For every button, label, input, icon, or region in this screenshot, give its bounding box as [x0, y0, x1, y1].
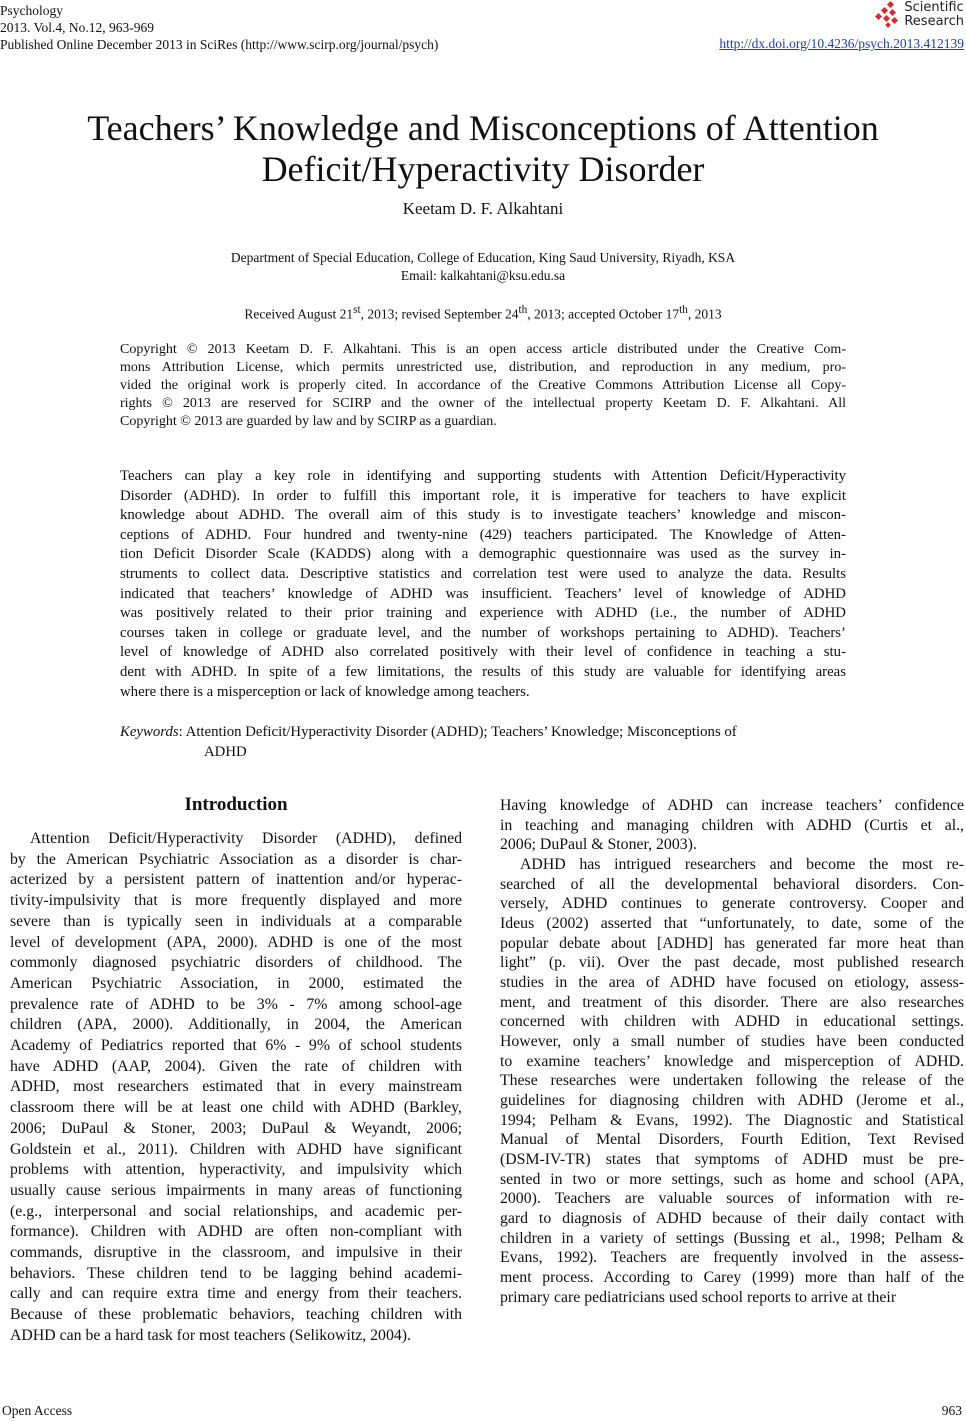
text-line: Because of these problematic behaviors, teaching children with [10, 1306, 462, 1324]
text-line: children in a variety of settings (Bussing et al., 1998; Pelham & [500, 1229, 964, 1247]
text-line: children (APA, 2000). Additionally, in 2004, the American [10, 1016, 462, 1034]
ordinal: st [353, 304, 361, 316]
text-line: knowledge about ADHD. The overall aim of this study is to investigate teachers’ knowledge and miscon- [120, 507, 846, 524]
text-line: (e.g., interpersonal and social relationships, and academic per- [10, 1202, 462, 1220]
affiliation-block [0, 249, 966, 285]
ordinal: th [518, 304, 528, 316]
left-column [10, 829, 462, 1347]
received-text: Received August 21 [244, 306, 354, 322]
text-line: studies in the area of ADHD have focused on etiology, assess- [500, 974, 964, 992]
logo-line-2: Research [904, 14, 964, 29]
paper-title [0, 108, 966, 190]
copyright-notice [120, 341, 846, 431]
diamond-dots-icon [870, 0, 900, 30]
text-line: ADHD can be a hard task for most teachers (Selikowitz, 2004). [10, 1326, 411, 1344]
text-line: sented in two or more settings, such as home and school (APA, [500, 1170, 964, 1188]
text-line: concerned with children with ADHD in educational settings. [500, 1013, 964, 1031]
right-column [500, 796, 964, 1307]
text-line: (DSM-IV-TR) states that symptoms of ADHD must be pre- [500, 1151, 964, 1169]
text-line: formance). Children with ADHD are often non-compliant with [10, 1223, 462, 1241]
text-line: Manual of Mental Disorders, Fourth Edition, Text Revised [500, 1131, 964, 1149]
journal-volume: 2013. Vol.4, No.12, 963-969 [0, 20, 155, 35]
text-line: popular debate about [ADHD] has generated far more heat than [500, 934, 964, 952]
section-heading: Introduction [184, 794, 288, 815]
ordinal: th [679, 304, 688, 316]
text-line: light” (p. vii). Over the past decade, most published research [500, 954, 964, 972]
text-line: Attention Deficit/Hyperactivity Disorder (ADHD), defined [30, 830, 462, 847]
journal-name: Psychology [0, 3, 64, 18]
text-line: primary care pediatricians used school reports to arrive at their [500, 1288, 897, 1306]
logo-line-1: Scientific [904, 0, 964, 15]
text-line: Disorder (ADHD). In order to fulfill this important role, it is imperative for teachers to have explicit [120, 487, 846, 504]
title-line-1: Teachers’ Knowledge and Misconceptions of Attention [87, 108, 879, 148]
text-line: prevalence rate of ADHD to be 3% - 7% among school-age [10, 995, 462, 1013]
text-line: 1994; Pelham & Evans, 1992). The Diagnostic and Statistical [500, 1111, 964, 1129]
revised-text: , 2013; revised September 24 [360, 306, 519, 322]
text-line: have ADHD (AAP, 2004). Given the rate of children with [10, 1057, 462, 1075]
keywords-list: : Attention Deficit/Hyperactivity Disorder (ADHD); Teachers’ Knowledge; Misconceptions of [178, 724, 737, 740]
text-line: severe than is typically seen in individuals at a comparable [10, 912, 462, 930]
page-number: 963 [941, 1403, 962, 1418]
text-line: Copyright © 2013 are guarded by law and by SCIRP as a guardian. [120, 414, 497, 429]
running-header [0, 2, 438, 53]
affiliation: Department of Special Education, College of Education, King Saud University, Riyadh, KSA [230, 250, 736, 265]
text-line: versely, ADHD continues to generate controversy. Cooper and [500, 895, 964, 913]
text-line: These researches were undertaken following the release of the [500, 1072, 964, 1090]
accepted-text: , 2013; accepted October 17 [527, 306, 680, 322]
doi-link[interactable]: http://dx.doi.org/10.4236/psych.2013.412139 [719, 36, 964, 51]
text-line: Evans, 1992). Teachers are frequently involved in the assess- [500, 1249, 964, 1267]
text-line: Ideus (2002) asserted that “unfortunately, to date, some of the [500, 915, 964, 933]
text-line: was positively related to their prior training and experience with ADHD (i.e., the number of ADHD [120, 605, 846, 622]
text-line: ADHD, most researchers estimated that in every mainstream [10, 1078, 462, 1096]
text-line: Having knowledge of ADHD can increase teachers’ confidence [500, 797, 964, 814]
text-line: ADHD has intrigued researchers and become the most re- [520, 856, 964, 874]
text-line: behaviors. These children tend to be lagging behind academi- [10, 1264, 462, 1282]
received-dates [0, 304, 966, 323]
text-line: American Psychiatric Association, in 2000, estimated the [10, 974, 462, 992]
publisher-logo [870, 0, 964, 30]
text-line: ment process. According to Carey (1999) more than half of the [500, 1269, 964, 1287]
keywords-label: Keywords [120, 724, 179, 740]
text-line: struments to collect data. Descriptive statistics and correlation test were used to analyze the data. Results [120, 565, 846, 582]
abstract [120, 467, 846, 702]
open-access-label: Open Access [2, 1403, 73, 1418]
text-line: vided the original work is properly cited. In accordance of the Creative Commons Attribution License all Copy- [120, 378, 846, 393]
text-line: in teaching and managing children with ADHD (Curtis et al., [500, 816, 964, 834]
text-line: to examine teachers’ knowledge and misperception of ADHD. [500, 1052, 964, 1070]
text-line: cally and can require extra time and energy from their teachers. [10, 1285, 462, 1303]
keywords [120, 722, 737, 762]
text-line: mons Attribution License, which permits unrestricted use, distribution, and reproduction in any medium, pro- [120, 360, 846, 375]
text-line: courses taken in college or graduate level, and the number of workshops pertaining to ADHD). Teachers’ [120, 624, 846, 641]
text-line: problems with attention, hyperactivity, and impulsivity which [10, 1161, 462, 1179]
published-online: Published Online December 2013 in SciRes (http://www.scirp.org/journal/psych) [0, 37, 439, 52]
text-line: tivity-impulsivity that is more frequently displayed and more [10, 892, 462, 910]
text-line: commonly diagnosed psychiatric disorders of childhood. The [10, 954, 462, 972]
text-line: acterized by a persistent pattern of inattention and/or hyperac- [10, 871, 462, 889]
text-line: usually cause serious impairments in many areas of functioning [10, 1181, 462, 1199]
text-line: by the American Psychiatric Association as a disorder is char- [10, 850, 462, 868]
text-line: classroom there will be at least one child with ADHD (Barkley, [10, 1099, 462, 1117]
text-line: Copyright © 2013 Keetam D. F. Alkahtani. This is an open access article distributed under the Creative Com- [120, 342, 846, 357]
text-line: 2006; DuPaul & Stoner, 2003; DuPaul & Weyandt, 2006; [10, 1119, 462, 1137]
text-line: level of development (APA, 2000). ADHD is one of the most [10, 933, 462, 951]
text-line: ceptions of ADHD. Four hundred and twenty-nine (429) teachers participated. The Knowledge of Atten- [120, 526, 846, 543]
year-text: , 2013 [687, 306, 722, 322]
keywords-list-cont: ADHD [204, 744, 247, 760]
text-line: searched of all the developmental behavioral disorders. Con- [500, 875, 964, 893]
text-line: Academy of Pediatrics reported that 6% - 9% of school students [10, 1037, 462, 1055]
text-line: level of knowledge of ADHD also correlated positively with their level of confidence in teaching a stu- [120, 644, 846, 661]
text-line: commands, disruptive in the classroom, and impulsive in their [10, 1244, 462, 1262]
text-line: 2006; DuPaul & Stoner, 2003). [500, 836, 697, 854]
text-line: 2000). Teachers are valuable sources of information with re- [500, 1190, 964, 1208]
text-line: ment, and treatment of this disorder. There are also researches [500, 993, 964, 1011]
text-line: indicated that teachers’ knowledge of ADHD was insufficient. Teachers’ level of knowledge of ADHD [120, 585, 846, 602]
text-line: Goldstein et al., 2011). Children with ADHD have significant [10, 1140, 462, 1158]
text-line: gard to diagnosis of ADHD because of their daily contact with [500, 1210, 964, 1228]
text-line: where there is a misperception or lack of knowledge among teachers. [120, 683, 530, 700]
text-line: Teachers can play a key role in identifying and supporting students with Attention Deficit/Hyperactivity [120, 468, 846, 484]
author-email: Email: kalkahtani@ksu.edu.sa [400, 268, 566, 283]
text-line: rights © 2013 are reserved for SCIRP and the owner of the intellectual property Keetam D. F. Alkahtani. All [120, 396, 846, 411]
text-line: dent with ADHD. In spite of a few limitations, the results of this study are valuable for identifying areas [120, 663, 846, 680]
author-name: Keetam D. F. Alkahtani [402, 199, 564, 218]
text-line: guidelines for diagnosing children with ADHD (Jerome et al., [500, 1092, 964, 1110]
title-line-2: Deficit/Hyperactivity Disorder [261, 149, 705, 189]
text-line: However, only a small number of studies have been conducted [500, 1033, 964, 1051]
text-line: tion Deficit Disorder Scale (KADDS) along with a demographic questionnaire was used as the survey in- [120, 546, 846, 563]
